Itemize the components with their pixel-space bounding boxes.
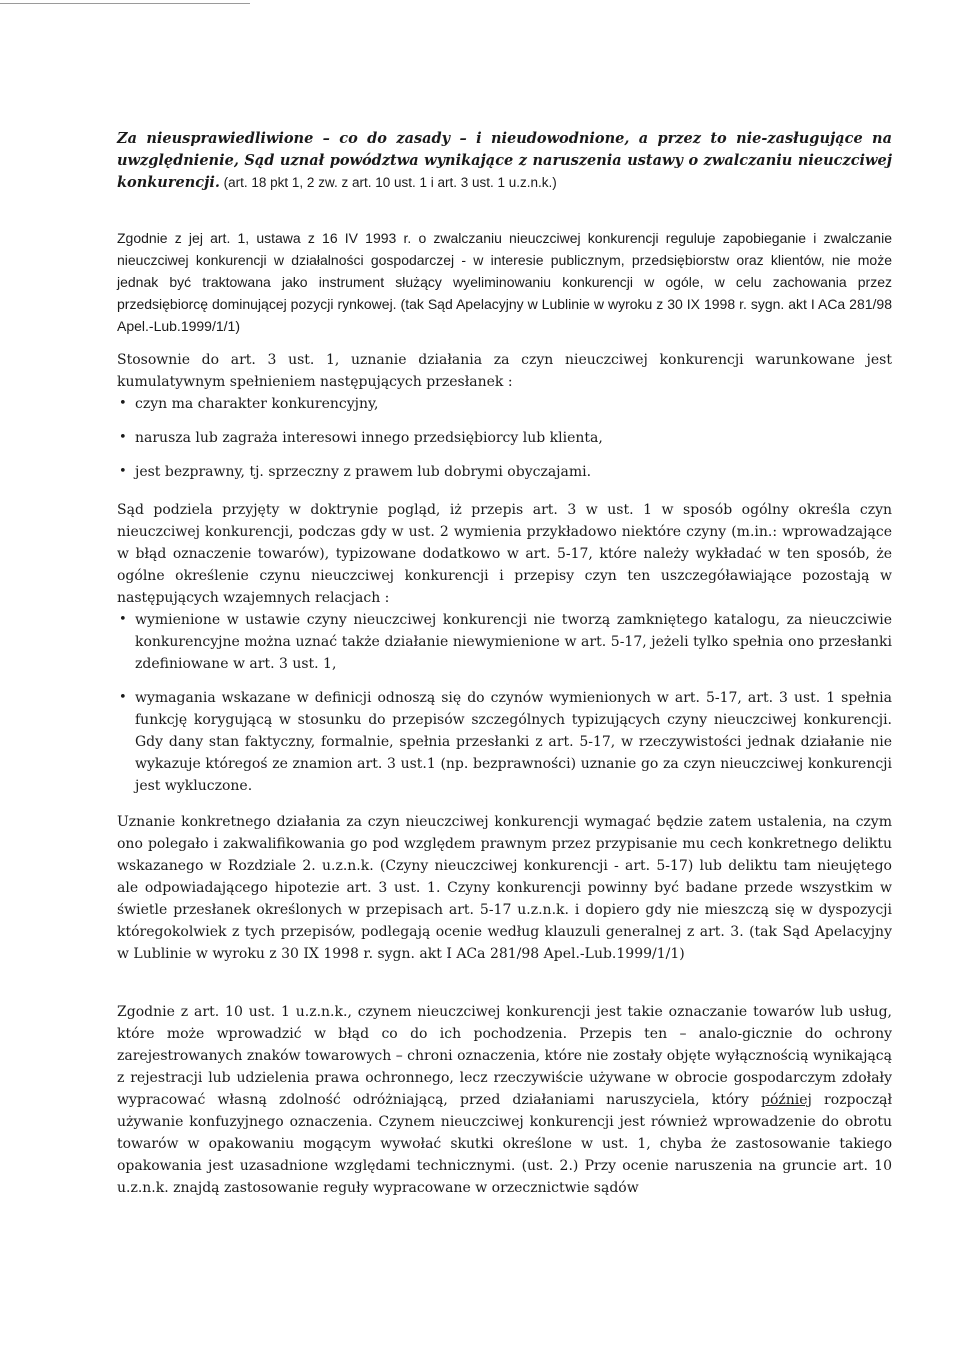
relations-list <box>117 609 892 797</box>
conditions-list <box>117 393 892 483</box>
list-item: • narusza lub zagraża interesowi innego przedsiębiorcy lub klienta, <box>117 427 892 449</box>
intro-bold-text: Za nieusprawiedliwione – co do zasady – i nieudowodnione, a przez to nie-zasługujące na uwzględnienie, Sąd uznał powództwa wynikające z naruszenia ustawy o zwalczaniu nieuczciwej konkurencji. <box>117 130 892 191</box>
intro-paragraph <box>117 128 892 194</box>
paragraph-5 <box>117 1001 892 1199</box>
paragraph-3: Sąd podziela przyjęty w doktrynie pogląd, iż przepis art. 3 w ust. 1 w sposób ogólny określa czyn nieuczciwej konkurencji, podczas gdy w ust. 2 wymienia przykładowo niektóre czyny (m.in.: wprowadzające w błąd oznaczenie towarów), typizowane dodatkowo w art. 5-17, które należy wykładać w ten sposób, że ogólne określenie czynu nieuczciwej konkurencji i przepisy czyn ten uszczegóławiające pozostają w następujących wzajemnych relacjach : <box>117 502 892 606</box>
list-item: • wymagania wskazane w definicji odnoszą się do czynów wymienionych w art. 5-17, art. 3 ust. 1 spełnia funkcję korygującą w stosunku do przepisów szczególnych typizujących czyny nieuczciwej konkurencji. Gdy dany stan faktyczny, formalnie, spełnia przesłanki z art. 5-17, w rzeczywistości jednak działanie nie wykazuje któregoś ze znamion art. 3 ust.1 (np. bezprawności) uznanie go za czyn nieuczciwej konkurencji jest wykluczone. <box>117 687 892 797</box>
list-item: • jest bezprawny, tj. sprzeczny z prawem lub dobrymi obyczajami. <box>117 461 892 483</box>
paragraph-5-before: Zgodnie z art. 10 ust. 1 u.z.n.k., czynem nieuczciwej konkurencji jest takie oznaczanie towarów lub usług, które może wprowadzić w błąd co do ich pochodzenia. Przepis ten – analo-gicznie do ochrony zarejestrowanych znaków towarowych – chroni oznaczenia, które nie zostały objęte wyłącznością wynikającą z rejestracji lub udzielenia prawa ochronnego, lecz rzeczywiście używane w obrocie gospodarczym zdołały wypracować własną zdolność odróżniającą, przed działaniami naruszyciela, który <box>117 1004 892 1108</box>
paragraph-4: Uznanie konkretnego działania za czyn nieuczciwej konkurencji wymagać będzie zatem ustalenia, na czym ono polegało i zakwalifikowania go pod względem prawnym przez przypisanie mu cech konkretnego deliktu wskazanego w Rozdziale 2. u.z.n.k. (Czyny nieuczciwej konkurencji - art. 5-17) lub deliktu tam nieujętego ale odpowiadającego hipotezie art. 3 ust. 1. Czyny konkurencji powinny być badane przede wszystkim w świetle przesłanek określonych w przepisach art. 5-17 u.z.n.k. i dopiero gdy nie mieszczą się w dyspozycji któregokolwiek z tych przepisów, podlegają ocenie według klauzuli generalnej z art. 3. (tak Sąd Apelacyjny w Lublinie w wyroku z 30 IX 1998 r. sygn. akt I ACa 281/98 Apel.-Lub.1999/1/1) <box>117 814 892 962</box>
paragraph-5-after: rozpoczął używanie konfuzyjnego oznaczenia. Czynem nieuczciwej konkurencji jest również wprowadzenie do obrotu towarów w opakowaniu mogącym wywołać skutki określone w ust. 1, chyba że zastosowanie takiego opakowania jest uzasadnione względami technicznymi. (ust. 2.) Przy ocenie naruszenia na gruncie art. 10 u.z.n.k. znajdą zastosowanie reguły wypracowane w orzecznictwie sądów <box>117 1092 892 1196</box>
document-page <box>117 128 892 1199</box>
paragraph-2: Stosownie do art. 3 ust. 1, uznanie działania za czyn nieuczciwej konkurencji warunkowane jest kumulatywnym spełnieniem następujących przesłanek : <box>117 352 892 390</box>
intro-citation: (art. 18 pkt 1, 2 zw. z art. 10 ust. 1 i art. 3 ust. 1 u.z.n.k.) <box>219 175 557 190</box>
paragraph-1: Zgodnie z jej art. 1, ustawa z 16 IV 1993 r. o zwalczaniu nieuczciwej konkurencji reguluje zapobieganie i zwalczanie nieuczciwej konkurencji w działalności gospodarczej - w interesie publicznym, przedsiębiorstw oraz klientów, nie może jednak być traktowana jako instrument służący wyeliminowaniu konkurencji w ogóle, w celu zachowania przez przedsiębiorcę dominującej pozycji rynkowej. (tak Sąd Apelacyjny w Lublinie w wyroku z 30 IX 1998 r. sygn. akt I ACa 281/98 Apel.-Lub.1999/1/1) <box>117 230 892 334</box>
list-item: • wymienione w ustawie czyny nieuczciwej konkurencji nie tworzą zamkniętego katalogu, za nieuczciwie konkurencyjne można uznać także działanie niewymienione w art. 5-17, jeżeli tylko spełnia ono przesłanki zdefiniowane w art. 3 ust. 1, <box>117 609 892 675</box>
scan-edge-line <box>0 3 250 4</box>
underlined-word: później <box>760 1092 812 1108</box>
list-item: • czyn ma charakter konkurencyjny, <box>117 393 892 415</box>
